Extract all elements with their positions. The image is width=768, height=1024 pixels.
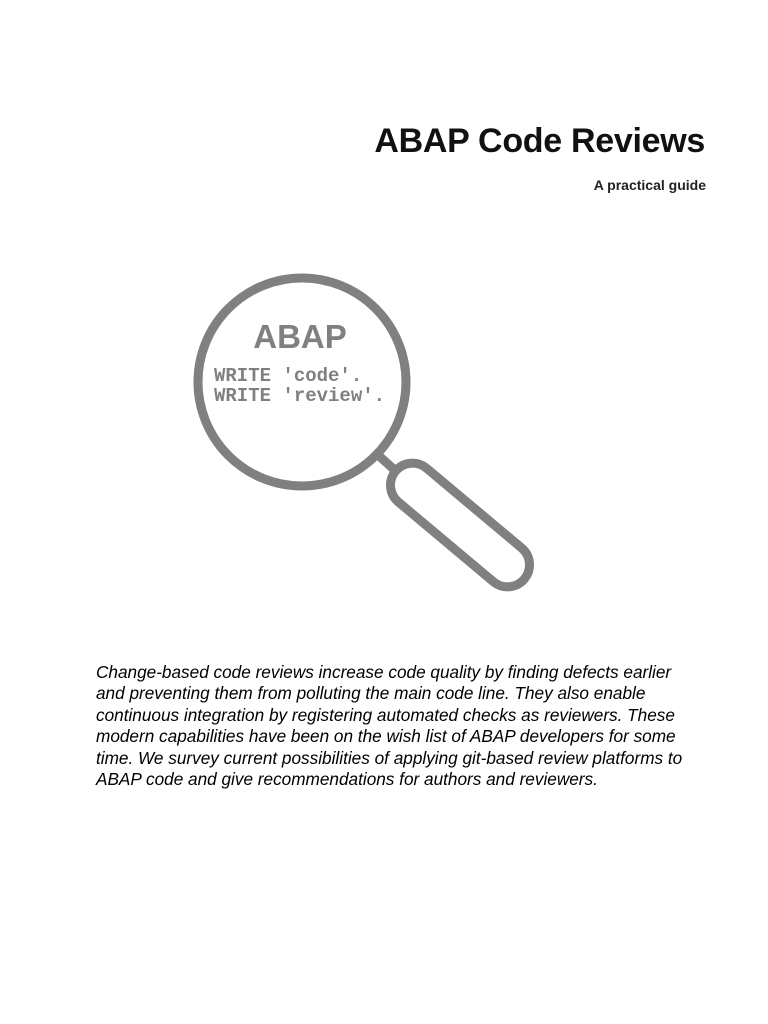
code-line: WRITE 'review'. xyxy=(214,385,386,407)
lens-heading: ABAP xyxy=(253,318,347,355)
page-title: ABAP Code Reviews xyxy=(374,122,705,160)
handle xyxy=(382,454,539,596)
code-line: WRITE 'code'. xyxy=(214,365,363,387)
abstract-paragraph: Change-based code reviews increase code quality by finding defects earlier and preventing them from polluting the main code line. They also enable continuous integration by registering automated checks as reviewers. These modern capabilities have been on the wish list of ABAP developers for some time. We survey current possibilities of applying git-based review platforms to ABAP code and give recommendations for authors and reviewers. xyxy=(96,662,683,790)
page-subtitle: A practical guide xyxy=(593,177,706,193)
